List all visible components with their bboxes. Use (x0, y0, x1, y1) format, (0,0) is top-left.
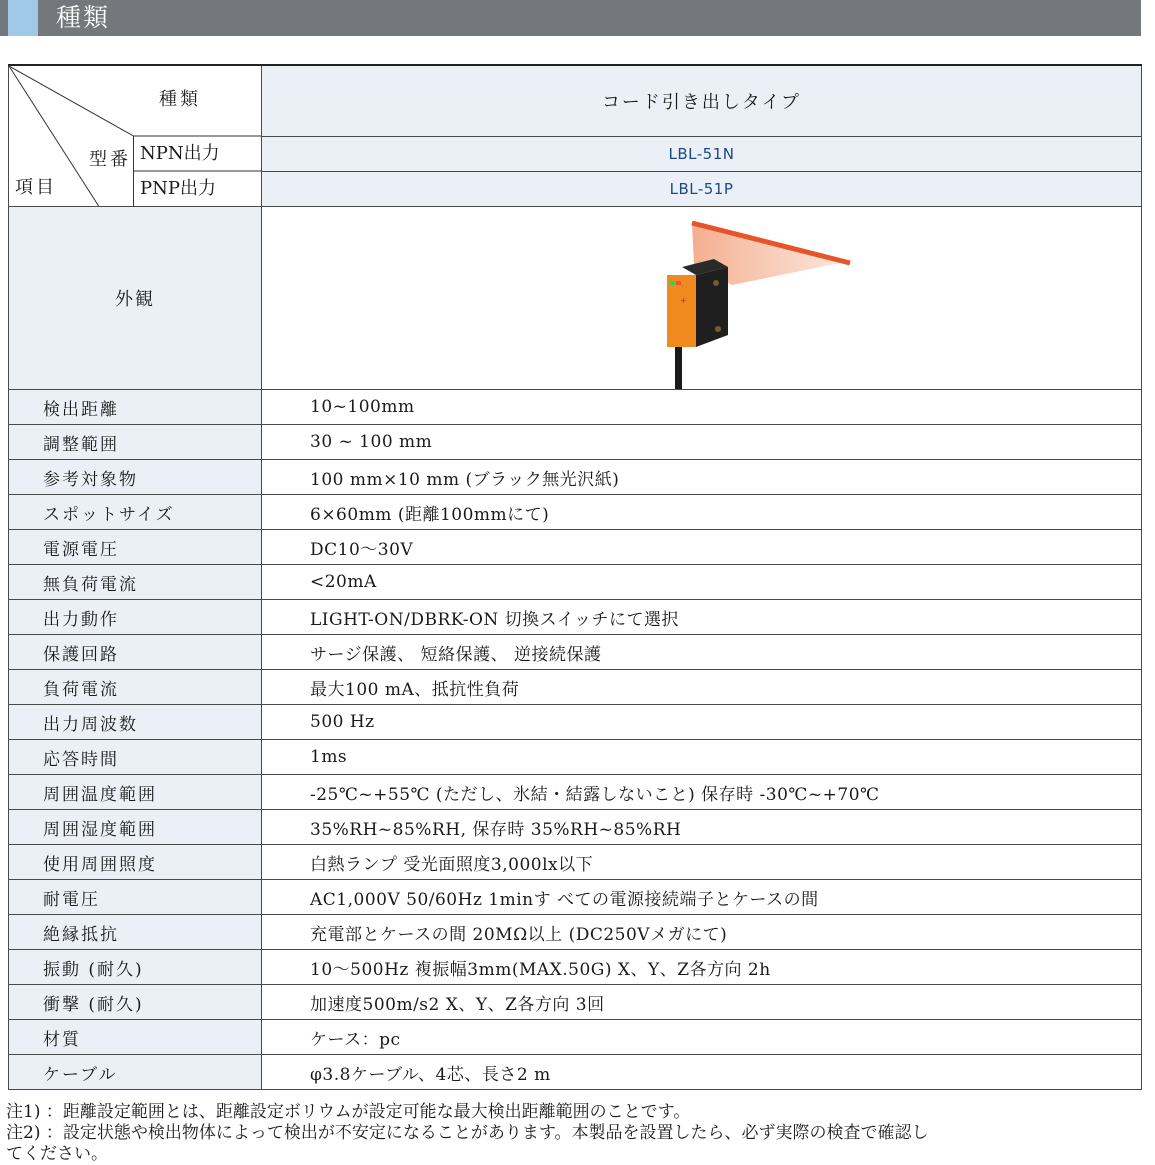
spec-row (9, 670, 1142, 705)
item-label: 項目 (15, 177, 57, 198)
npn-model: LBL-51N (262, 137, 1142, 172)
spec-value: 10~100mm (262, 390, 1142, 425)
spec-label: ケーブル (9, 1055, 262, 1090)
spec-label: 振動 (耐久) (9, 950, 262, 985)
spec-value: ケース：pc (262, 1020, 1142, 1055)
pnp-output-label: PNP出力 (140, 178, 216, 199)
footnotes (6, 1102, 1151, 1165)
spec-label: 調整範囲 (9, 425, 262, 460)
spec-value: LIGHT-ON/DBRK-ON 切換スイッチにて選択 (262, 600, 1142, 635)
spec-row (9, 880, 1142, 915)
spec-value: 500 Hz (262, 705, 1142, 740)
appearance-image-cell (262, 207, 1142, 390)
spec-row (9, 530, 1142, 565)
spec-label: 周囲温度範囲 (9, 775, 262, 810)
spec-value: -25℃~+55℃ (ただし、氷結・結露しないこと) 保存時 -30℃~+70℃ (262, 775, 1142, 810)
section-title: 種類 (56, 3, 111, 32)
spec-label: 耐電圧 (9, 880, 262, 915)
appearance-row (9, 207, 1142, 390)
spec-value: 35%RH~85%RH, 保存時 35%RH~85%RH (262, 810, 1142, 845)
spec-row (9, 845, 1142, 880)
spec-value: 充電部とケースの間 20MΩ以上 (DC250Vメガにて) (262, 915, 1142, 950)
spec-label: 負荷電流 (9, 670, 262, 705)
footnote-2: 注2) ：設定状態や検出物体によって検出が不安定になることがあります。本製品を設置したら、必ず実際の検査で確認し (6, 1123, 929, 1143)
spec-row (9, 810, 1142, 845)
spec-label: 材質 (9, 1020, 262, 1055)
spec-row (9, 705, 1142, 740)
appearance-label: 外観 (9, 207, 262, 390)
spec-value: 10～500Hz 複振幅3mm(MAX.50G) X、Y、Z各方向 2h (262, 950, 1142, 985)
spec-row (9, 740, 1142, 775)
spec-label: 出力動作 (9, 600, 262, 635)
cable-type-cell: コード引き出しタイプ (262, 65, 1142, 137)
spec-row (9, 425, 1142, 460)
spec-row (9, 635, 1142, 670)
spec-value: サージ保護、 短絡保護、 逆接続保護 (262, 635, 1142, 670)
spec-row (9, 985, 1142, 1020)
spec-rows (9, 390, 1142, 1090)
spec-label: 参考対象物 (9, 460, 262, 495)
spec-value: 加速度500m/s2 X、Y、Z各方向 3回 (262, 985, 1142, 1020)
spec-label: 電源電圧 (9, 530, 262, 565)
svg-text:+: + (680, 296, 687, 305)
model-label: 型番 (89, 149, 131, 170)
spec-label: 周囲湿度範囲 (9, 810, 262, 845)
spec-row (9, 950, 1142, 985)
spec-label: 検出距離 (9, 390, 262, 425)
spec-row (9, 460, 1142, 495)
spec-value: 1ms (262, 740, 1142, 775)
photoelectric-sensor-image (262, 207, 1142, 389)
spec-row (9, 1020, 1142, 1055)
type-label: 種類 (159, 89, 201, 110)
spec-label: 使用周囲照度 (9, 845, 262, 880)
spec-label: 絶縁抵抗 (9, 915, 262, 950)
spec-row (9, 495, 1142, 530)
spec-label: 保護回路 (9, 635, 262, 670)
spec-value: 30 ~ 100 mm (262, 425, 1142, 460)
spec-table (8, 64, 1142, 1090)
footnote-1: 注1) ：距離設定範囲とは、距離設定ボリウムが設定可能な最大検出距離範囲のことです。 (6, 1102, 691, 1122)
spec-value: <20mA (262, 565, 1142, 600)
spec-value: 最大100 mA、抵抗性負荷 (262, 670, 1142, 705)
spec-row (9, 565, 1142, 600)
spec-value: AC1,000V 50/60Hz 1minす べての電源接続端子とケースの間 (262, 880, 1142, 915)
spec-label: 無負荷電流 (9, 565, 262, 600)
spec-label: 出力周波数 (9, 705, 262, 740)
spec-value: φ3.8ケーブル、4芯、長さ2 m (262, 1055, 1142, 1090)
npn-output-label: NPN出力 (140, 143, 220, 164)
spec-label: 応答時間 (9, 740, 262, 775)
header-type-row (9, 65, 1142, 137)
spec-value: 白熱ランプ 受光面照度3,000lx以下 (262, 845, 1142, 880)
spec-row (9, 915, 1142, 950)
footnote-2-continued: てください。 (6, 1144, 108, 1164)
spec-value: 100 mm×10 mm (ブラック無光沢紙) (262, 460, 1142, 495)
spec-row (9, 600, 1142, 635)
spec-row (9, 775, 1142, 810)
banner-accent (8, 0, 38, 36)
header-corner-cell (9, 65, 262, 207)
spec-value: DC10～30V (262, 530, 1142, 565)
spec-row (9, 390, 1142, 425)
pnp-model: LBL-51P (262, 172, 1142, 207)
section-banner (0, 0, 1141, 36)
spec-label: スポットサイズ (9, 495, 262, 530)
spec-value: 6×60mm (距離100mmにて) (262, 495, 1142, 530)
spec-row (9, 1055, 1142, 1090)
spec-label: 衝撃 (耐久) (9, 985, 262, 1020)
